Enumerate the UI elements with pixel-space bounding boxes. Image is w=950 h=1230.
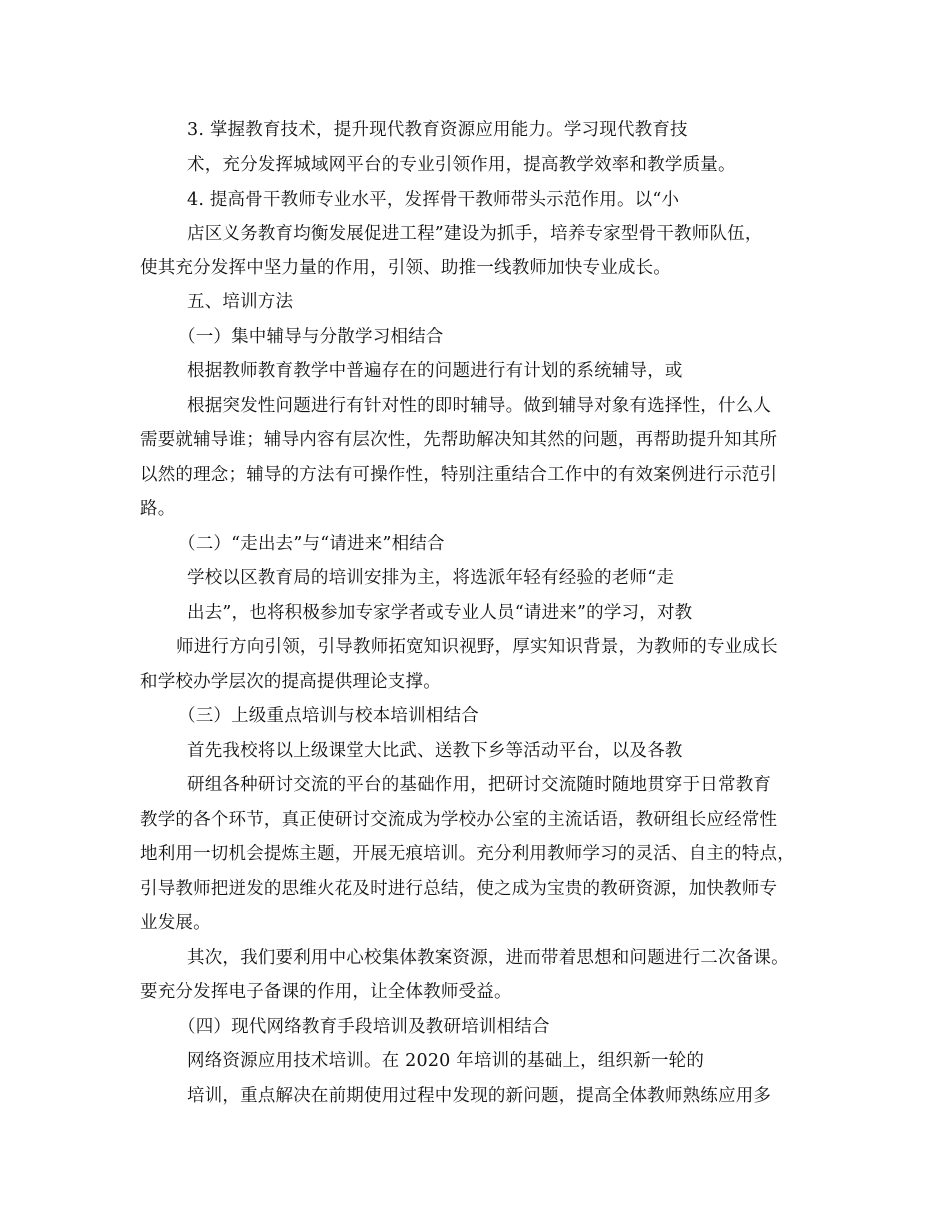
text-line: 地利用一切机会提炼主题，开展无痕培训。充分利用教师学习的灵活、自主的特点，	[140, 844, 795, 864]
text-line: 店区义务教育均衡发展促进工程”建设为抓手，培养专家型骨干教师队伍，	[187, 224, 763, 244]
section-heading: 五、培训方法	[187, 292, 294, 312]
text-line: 网络资源应用技术培训。在 2020 年培训的基础上，组织新一轮的	[187, 1051, 705, 1071]
text-line: 教学的各个环节，真正使研讨交流成为学校办公室的主流话语，教研组长应经常性	[140, 810, 778, 830]
text-line: 使其充分发挥中坚力量的作用，引领、助推一线教师加快专业成长。	[140, 258, 671, 278]
text-line: 业发展。	[140, 913, 211, 933]
text-line: 和学校办学层次的提高提供理论支撑。	[140, 672, 441, 692]
text-line: 4. 提高骨干教师专业水平，发挥骨干教师带头示范作用。以“小	[187, 190, 680, 210]
text-line: 术，充分发挥城域网平台的专业引领作用，提高教学效率和教学质量。	[187, 155, 736, 175]
text-line: 3. 掌握教育技术，提升现代教育资源应用能力。学习现代教育技	[187, 120, 688, 140]
text-line: 首先我校将以上级课堂大比武、送教下乡等活动平台，以及各教	[187, 741, 683, 761]
text-line: 路。	[140, 499, 176, 519]
text-line: 出去”，也将积极参加专家学者或专业人员“请进来”的学习，对教	[187, 603, 693, 623]
text-line: 师进行方向引领，引导教师拓宽知识视野，厚实知识背景，为教师的专业成长	[176, 637, 778, 657]
subsection-heading: （三）上级重点培训与校本培训相结合	[178, 706, 479, 726]
subsection-heading: （四）现代网络教育手段培训及教研培训相结合	[178, 1017, 550, 1037]
text-line: 引导教师把迸发的思维火花及时进行总结，使之成为宝贵的教研资源，加快教师专	[140, 879, 778, 899]
text-line: 根据突发性问题进行有针对性的即时辅导。做到辅导对象有选择性，什么人	[187, 396, 772, 416]
text-line: 研组各种研讨交流的平台的基础作用，把研讨交流随时随地贯穿于日常教育	[187, 775, 772, 795]
text-line: 要充分发挥电子备课的作用，让全体教师受益。	[140, 982, 512, 1002]
text-line: 培训，重点解决在前期使用过程中发现的新问题，提高全体教师熟练应用多	[187, 1086, 772, 1106]
subsection-heading: （一）集中辅导与分散学习相结合	[178, 327, 444, 347]
text-line: 需要就辅导谁；辅导内容有层次性，先帮助解决知其然的问题，再帮助提升知其所	[140, 430, 778, 450]
text-line: 以然的理念；辅导的方法有可操作性，特别注重结合工作中的有效案例进行示范引	[140, 465, 778, 485]
text-line: 其次，我们要利用中心校集体教案资源，进而带着思想和问题进行二次备课。	[187, 948, 789, 968]
text-line: 根据教师教育教学中普遍存在的问题进行有计划的系统辅导，或	[187, 361, 683, 381]
text-line: 学校以区教育局的培训安排为主，将选派年轻有经验的老师“走	[187, 568, 675, 588]
subsection-heading: （二）“走出去”与“请进来”相结合	[178, 534, 445, 554]
